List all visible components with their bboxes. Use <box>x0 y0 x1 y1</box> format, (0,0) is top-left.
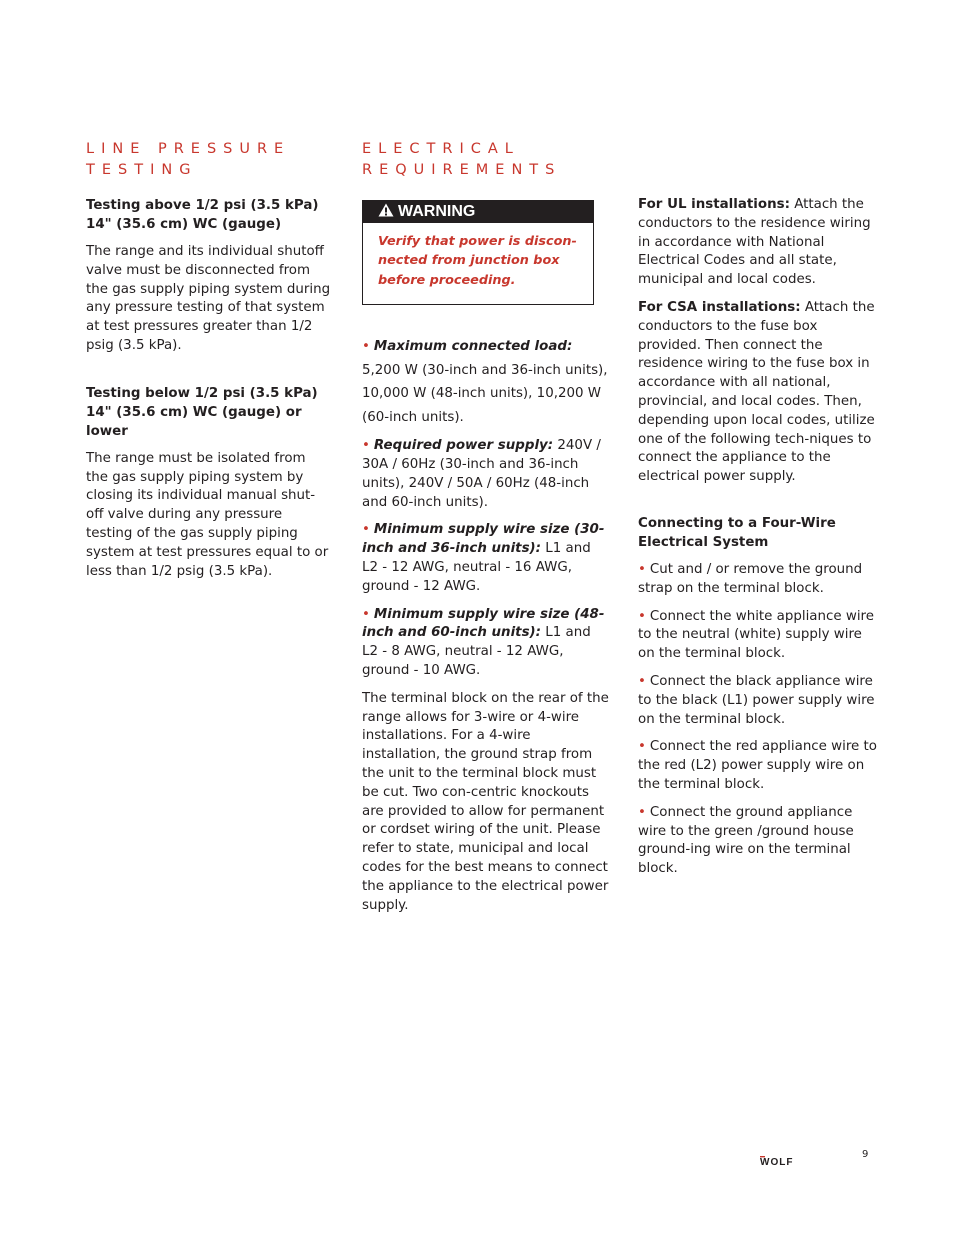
step-text: Connect the black appliance wire to the black (L1) power supply wire on the terminal block. <box>638 673 875 727</box>
bullet-dot: • <box>638 673 646 689</box>
installation-section <box>638 196 882 879</box>
step-text: Connect the white appliance wire to the neutral (white) supply wire on the terminal block. <box>638 608 874 662</box>
bullet-label: Required power supply: <box>373 438 554 454</box>
bullet-dot: • <box>638 804 646 820</box>
warning-triangle-icon <box>378 203 394 222</box>
wolf-logo <box>760 1151 810 1170</box>
line-pressure-heading <box>86 139 331 181</box>
csa-installations-paragraph <box>638 299 882 487</box>
step-text: Connect the red appliance wire to the red (L2) power supply wire on the terminal block. <box>638 739 877 792</box>
ul-text: Attach the conductors to the residence wiring in accordance with National Electrical Codes and all state, municipal and local codes. <box>638 197 871 288</box>
page-number: 9 <box>862 1149 869 1160</box>
step-text: Connect the ground appliance wire to the green /ground house ground-ing wire on the terminal block. <box>638 804 854 877</box>
bullet-power-supply <box>362 437 610 512</box>
heading-line: ELECTRICAL <box>362 141 520 157</box>
bullet-label: Maximum connected load: <box>373 339 573 354</box>
wolf-logo-text: WOLF <box>760 1157 794 1166</box>
bullet-text: L1 and L2 - 12 AWG, neutral - 16 AWG, ground - 12 AWG. <box>362 541 591 594</box>
bullet-dot: • <box>362 606 370 622</box>
bullet-dot: • <box>638 608 646 624</box>
step-text: Cut and / or remove the ground strap on the terminal block. <box>638 561 863 596</box>
warning-box <box>362 200 594 305</box>
ul-label: For UL installations: <box>638 197 790 212</box>
heading-line: TESTING <box>86 162 198 178</box>
warning-text: Verify that power is discon-nected from junction box before proceeding. <box>378 234 577 288</box>
warning-title: WARNING <box>398 203 476 220</box>
bullet-max-load <box>362 338 610 357</box>
line-pressure-section <box>86 139 331 581</box>
four-wire-step <box>638 608 882 664</box>
ul-installations-paragraph <box>638 196 882 290</box>
paragraph-below: The range must be isolated from the gas supply piping system by closing its individual manual shut-off valve during any pressure testing of the gas supply piping system at test pressures equal to or less than 1/2 psig (3.5 kPa). <box>86 450 329 579</box>
terminal-block-paragraph: The terminal block on the rear of the range allows for 3-wire or 4-wire installations. For a 4-wire installation, the ground strap from the unit to the terminal block must be cut. Two con-centric knockouts are provided to allow for permanent or cordset wiring of the unit. Please refer to state, municipal and local codes for the best means to connect the appliance to the electrical power supply. <box>362 690 609 913</box>
bullet-dot: • <box>638 739 646 755</box>
bullet-dot: • <box>362 438 370 454</box>
four-wire-step <box>638 561 882 599</box>
electrical-heading <box>362 139 610 181</box>
bullet-text: 240V / 30A / 60Hz (30-inch and 36-inch units), 240V / 50A / 60Hz (48-inch and 60-inch units). <box>362 438 601 510</box>
bullet-text: 5,200 W (30-inch and 36-inch units), 10,000 W (48-inch units), 10,200 W (60-inch units). <box>362 362 608 425</box>
subheading-below: Testing below 1/2 psi (3.5 kPa) 14" (35.6 cm) WC (gauge) or lower <box>86 385 318 439</box>
electrical-requirements-section <box>362 139 610 915</box>
four-wire-step <box>638 738 882 794</box>
four-wire-step <box>638 804 882 879</box>
heading-line: LINE PRESSURE <box>86 141 291 157</box>
four-wire-subheading: Connecting to a Four-Wire Electrical System <box>638 515 836 550</box>
paragraph-above: The range and its individual shutoff valve must be disconnected from the gas supply piping system during any pressure testing of that system at test pressures greater than 1/2 psig (3.5 kPa). <box>86 244 331 353</box>
subheading-above: Testing above 1/2 psi (3.5 kPa) 14" (35.6 cm) WC (gauge) <box>86 198 319 232</box>
bullet-dot: • <box>638 561 646 577</box>
four-wire-step <box>638 673 882 729</box>
bullet-wire-size-48-60 <box>362 606 610 681</box>
heading-line: REQUIREMENTS <box>362 162 562 178</box>
csa-label: For CSA installations: <box>638 299 801 315</box>
bullet-text: L1 and L2 - 8 AWG, neutral - 12 AWG, ground - 10 AWG. <box>362 625 591 679</box>
csa-text: Attach the conductors to the fuse box provided. Then connect the residence wiring to the fuse box in accordance with all national, provincial, and local codes. Then, depending upon local codes, utilize one of the following tech-niques to connect the appliance to the electrical power supply. <box>638 299 875 485</box>
bullet-wire-size-30-36 <box>362 521 610 596</box>
bullet-label: Minimum supply wire size (48-inch and 60-inch units): <box>362 606 605 641</box>
bullet-dot: • <box>362 522 370 538</box>
warning-bar <box>363 201 593 223</box>
bullet-label: Minimum supply wire size (30-inch and 36-inch units): <box>362 522 605 557</box>
bullet-dot: • <box>362 339 370 354</box>
